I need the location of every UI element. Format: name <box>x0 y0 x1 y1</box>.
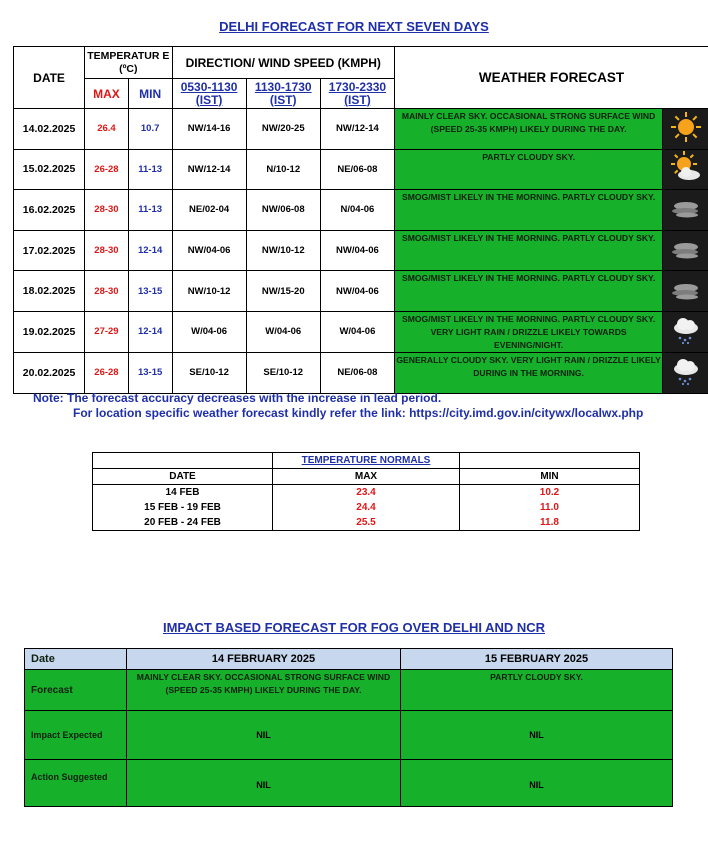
row-min: 11-13 <box>128 190 172 231</box>
fog-day2-impact: NIL <box>401 711 673 760</box>
mist-icon <box>663 190 708 231</box>
normals-header-min: MIN <box>460 469 640 485</box>
row-wind-slot1: NW/12-14 <box>172 149 246 190</box>
header-slot1: 0530-1130 (IST) <box>172 79 246 109</box>
row-max: 26-28 <box>85 149 129 190</box>
normals-title: TEMPERATURE NORMALS <box>273 453 460 469</box>
header-slot2: 1130-1730 (IST) <box>246 79 320 109</box>
mist-icon <box>663 271 708 312</box>
row-max: 26-28 <box>85 352 129 393</box>
row-wind-slot1: SE/10-12 <box>172 352 246 393</box>
note-line2: For location specific weather forecast kindly refer the link: https://city.imd.gov.in/citywx/localwx.php <box>73 406 644 420</box>
mist-icon <box>663 230 708 271</box>
row-date: 20.02.2025 <box>14 352 85 393</box>
row-max: 28-30 <box>85 230 129 271</box>
row-wind-slot3: W/04-06 <box>320 311 394 352</box>
forecast-row <box>14 109 708 150</box>
row-max: 28-30 <box>85 271 129 312</box>
header-direction: DIRECTION/ WIND SPEED (KMPH) <box>172 47 395 79</box>
drizzle-icon <box>663 352 708 393</box>
fog-label-forecast: Forecast <box>25 670 127 711</box>
row-date: 14.02.2025 <box>14 109 85 150</box>
normals-table <box>92 452 640 531</box>
fog-day1-date: 14 FEBRUARY 2025 <box>127 649 401 670</box>
fog-day1-impact: NIL <box>127 711 401 760</box>
header-max: MAX <box>85 79 129 109</box>
normals-max: 24.4 <box>273 500 460 515</box>
fog-table <box>24 648 673 807</box>
note-line1: Note: The forecast accuracy decreases with the increase in lead period. <box>33 391 442 405</box>
row-max: 27-29 <box>85 311 129 352</box>
row-max: 26.4 <box>85 109 129 150</box>
row-forecast: SMOG/MIST LIKELY IN THE MORNING. PARTLY CLOUDY SKY. <box>395 190 663 231</box>
row-forecast: SMOG/MIST LIKELY IN THE MORNING. PARTLY CLOUDY SKY. <box>395 271 663 312</box>
header-slot3: 1730-2330 (IST) <box>320 79 394 109</box>
drizzle-icon <box>663 311 708 352</box>
normals-max: 25.5 <box>273 515 460 531</box>
row-wind-slot2: N/10-12 <box>246 149 320 190</box>
normals-header-date: DATE <box>93 469 273 485</box>
row-wind-slot3: NW/12-14 <box>320 109 394 150</box>
forecast-row <box>14 149 708 190</box>
note <box>33 391 643 421</box>
row-forecast: SMOG/MIST LIKELY IN THE MORNING. PARTLY CLOUDY SKY. VERY LIGHT RAIN / DRIZZLE LIKELY TOWARDS EVENING/NIGHT. <box>395 311 663 352</box>
row-wind-slot2: NW/20-25 <box>246 109 320 150</box>
header-min: MIN <box>128 79 172 109</box>
normals-date: 15 FEB - 19 FEB <box>93 500 273 515</box>
forecast-table <box>13 46 708 394</box>
row-date: 17.02.2025 <box>14 230 85 271</box>
row-wind-slot2: NW/10-12 <box>246 230 320 271</box>
fog-title: IMPACT BASED FORECAST FOR FOG OVER DELHI AND NCR <box>162 620 546 635</box>
row-forecast: GENERALLY CLOUDY SKY. VERY LIGHT RAIN / DRIZZLE LIKELY DURING IN THE MORNING. <box>395 352 663 393</box>
row-wind-slot3: NE/06-08 <box>320 352 394 393</box>
fog-day1-forecast: MAINLY CLEAR SKY. OCCASIONAL STRONG SURFACE WIND (SPEED 25-35 KMPH) LIKELY DURING THE DAY. <box>127 670 401 711</box>
row-wind-slot3: NW/04-06 <box>320 230 394 271</box>
forecast-row <box>14 352 708 393</box>
forecast-row <box>14 311 708 352</box>
row-wind-slot1: W/04-06 <box>172 311 246 352</box>
normals-row <box>93 515 640 531</box>
row-min: 10.7 <box>128 109 172 150</box>
sun-icon <box>663 109 708 150</box>
row-date: 15.02.2025 <box>14 149 85 190</box>
row-wind-slot2: NW/06-08 <box>246 190 320 231</box>
forecast-row <box>14 230 708 271</box>
normals-min: 11.0 <box>540 502 559 513</box>
row-wind-slot1: NW/04-06 <box>172 230 246 271</box>
row-min: 12-14 <box>128 230 172 271</box>
normals-date: 14 FEB <box>93 485 273 501</box>
page-title: DELHI FORECAST FOR NEXT SEVEN DAYS <box>219 19 489 34</box>
normals-date: 20 FEB - 24 FEB <box>93 515 273 531</box>
row-date: 19.02.2025 <box>14 311 85 352</box>
normals-header-max: MAX <box>273 469 460 485</box>
fog-day2-action: NIL <box>401 760 673 807</box>
fog-label-action: Action Suggested <box>25 760 127 807</box>
row-max: 28-30 <box>85 190 129 231</box>
row-wind-slot1: NE/02-04 <box>172 190 246 231</box>
row-wind-slot1: NW/14-16 <box>172 109 246 150</box>
row-wind-slot3: NE/06-08 <box>320 149 394 190</box>
header-date: DATE <box>14 47 85 109</box>
row-wind-slot3: NW/04-06 <box>320 271 394 312</box>
row-forecast: SMOG/MIST LIKELY IN THE MORNING. PARTLY CLOUDY SKY. <box>395 230 663 271</box>
fog-day2-forecast: PARTLY CLOUDY SKY. <box>401 670 673 711</box>
partly-cloudy-icon <box>663 149 708 190</box>
forecast-row <box>14 271 708 312</box>
normals-row <box>93 485 640 501</box>
row-min: 12-14 <box>128 311 172 352</box>
row-wind-slot2: NW/15-20 <box>246 271 320 312</box>
row-forecast: MAINLY CLEAR SKY. OCCASIONAL STRONG SURFACE WIND (SPEED 25-35 KMPH) LIKELY DURING THE DAY. <box>395 109 663 150</box>
normals-row <box>93 500 640 515</box>
header-temperature: TEMPERATUR E (ºC) <box>85 47 172 79</box>
fog-day1-action: NIL <box>127 760 401 807</box>
row-wind-slot1: NW/10-12 <box>172 271 246 312</box>
row-date: 16.02.2025 <box>14 190 85 231</box>
row-min: 13-15 <box>128 352 172 393</box>
row-wind-slot2: W/04-06 <box>246 311 320 352</box>
row-min: 13-15 <box>128 271 172 312</box>
normals-min: 11.8 <box>540 517 559 528</box>
normals-min: 10.2 <box>539 487 560 498</box>
fog-day2-date: 15 FEBRUARY 2025 <box>401 649 673 670</box>
row-forecast: PARTLY CLOUDY SKY. <box>395 149 663 190</box>
row-wind-slot2: SE/10-12 <box>246 352 320 393</box>
header-weather: WEATHER FORECAST <box>395 47 708 109</box>
row-min: 11-13 <box>128 149 172 190</box>
row-wind-slot3: N/04-06 <box>320 190 394 231</box>
row-date: 18.02.2025 <box>14 271 85 312</box>
fog-label-date: Date <box>25 649 127 670</box>
forecast-row <box>14 190 708 231</box>
fog-label-impact: Impact Expected <box>25 711 127 760</box>
normals-max: 23.4 <box>273 485 460 501</box>
